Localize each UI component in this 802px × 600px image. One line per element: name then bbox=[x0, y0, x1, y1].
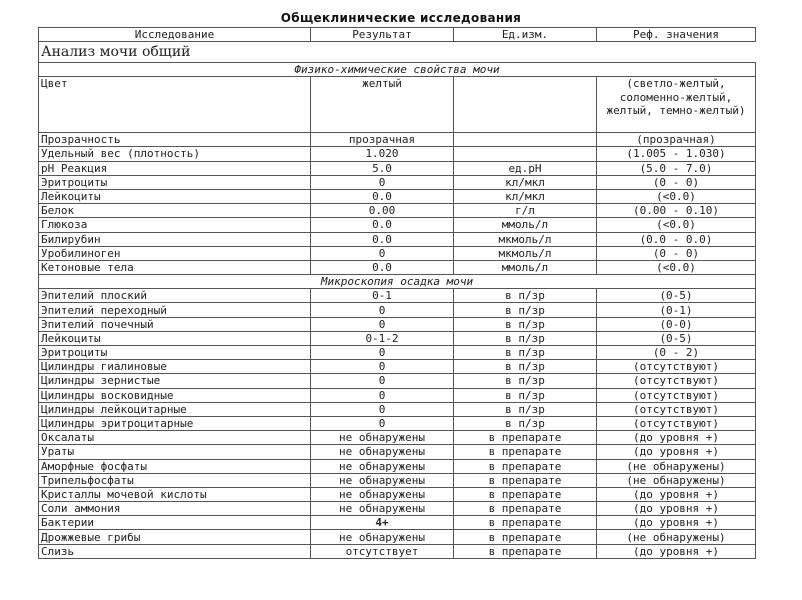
cell-name: Аморфные фосфаты bbox=[39, 459, 311, 473]
cell-ref: (отсутствуют) bbox=[597, 402, 756, 416]
cell-name: Лейкоциты bbox=[39, 189, 311, 203]
cell-name: Кристаллы мочевой кислоты bbox=[39, 487, 311, 501]
cell-unit: ммоль/л bbox=[454, 218, 597, 232]
cell-result: не обнаружены bbox=[311, 502, 454, 516]
cell-unit: ммоль/л bbox=[454, 260, 597, 274]
cell-result: не обнаружены bbox=[311, 445, 454, 459]
table-row bbox=[39, 374, 756, 388]
cell-result: не обнаружены bbox=[311, 459, 454, 473]
header-unit: Ед.изм. bbox=[454, 28, 597, 42]
cell-name: pH Реакция bbox=[39, 161, 311, 175]
cell-result: не обнаружены bbox=[311, 487, 454, 501]
cell-name: Цилиндры эритроцитарные bbox=[39, 416, 311, 430]
cell-result: 0.00 bbox=[311, 204, 454, 218]
cell-unit: в препарате bbox=[454, 530, 597, 544]
table-row bbox=[39, 346, 756, 360]
cell-unit: кл/мкл bbox=[454, 189, 597, 203]
table-row bbox=[39, 133, 756, 147]
cell-ref: (0-0) bbox=[597, 317, 756, 331]
cell-unit: мкмоль/л bbox=[454, 232, 597, 246]
cell-unit: в п/зр bbox=[454, 416, 597, 430]
cell-ref: (<0.0) bbox=[597, 189, 756, 203]
analysis-title: Анализ мочи общий bbox=[39, 42, 311, 63]
section-micro-row bbox=[39, 275, 756, 289]
table-row bbox=[39, 516, 756, 530]
table-row bbox=[39, 260, 756, 274]
header-test: Исследование bbox=[39, 28, 311, 42]
analysis-title-filler bbox=[311, 42, 756, 63]
table-row bbox=[39, 431, 756, 445]
cell-ref: (<0.0) bbox=[597, 260, 756, 274]
cell-unit: в п/зр bbox=[454, 317, 597, 331]
cell-unit: в п/зр bbox=[454, 360, 597, 374]
section-micro: Микроскопия осадка мочи bbox=[39, 275, 756, 289]
table-row bbox=[39, 77, 756, 133]
cell-unit bbox=[454, 133, 597, 147]
cell-result: 0 bbox=[311, 303, 454, 317]
section-physchem: Физико-химические свойства мочи bbox=[39, 63, 756, 77]
cell-unit: в препарате bbox=[454, 502, 597, 516]
table-row bbox=[39, 487, 756, 501]
table-row bbox=[39, 416, 756, 430]
table-row bbox=[39, 232, 756, 246]
cell-name: Эпителий плоский bbox=[39, 289, 311, 303]
cell-result: 0.0 bbox=[311, 218, 454, 232]
cell-name: Дрожжевые грибы bbox=[39, 530, 311, 544]
cell-unit: в п/зр bbox=[454, 331, 597, 345]
cell-unit: в препарате bbox=[454, 516, 597, 530]
analysis-title-row bbox=[39, 42, 756, 63]
cell-name: Удельный вес (плотность) bbox=[39, 147, 311, 161]
header-ref: Реф. значения bbox=[597, 28, 756, 42]
table-row bbox=[39, 402, 756, 416]
cell-ref: (отсутствуют) bbox=[597, 360, 756, 374]
table-row bbox=[39, 331, 756, 345]
cell-unit: г/л bbox=[454, 204, 597, 218]
cell-ref: (0-5) bbox=[597, 289, 756, 303]
cell-ref: (отсутствуют) bbox=[597, 388, 756, 402]
table-row bbox=[39, 204, 756, 218]
cell-unit: в препарате bbox=[454, 544, 597, 558]
cell-result: 0-1 bbox=[311, 289, 454, 303]
cell-result: не обнаружены bbox=[311, 473, 454, 487]
cell-name: Цвет bbox=[39, 77, 311, 133]
cell-name: Оксалаты bbox=[39, 431, 311, 445]
table-row bbox=[39, 502, 756, 516]
table-row bbox=[39, 246, 756, 260]
cell-name: Прозрачность bbox=[39, 133, 311, 147]
cell-ref: (до уровня +) bbox=[597, 431, 756, 445]
table-row bbox=[39, 303, 756, 317]
cell-ref: (0.00 - 0.10) bbox=[597, 204, 756, 218]
cell-unit: ед.pH bbox=[454, 161, 597, 175]
cell-ref: (отсутствуют) bbox=[597, 416, 756, 430]
cell-result: 5.0 bbox=[311, 161, 454, 175]
table-row bbox=[39, 147, 756, 161]
cell-result: 0 bbox=[311, 175, 454, 189]
table-header-row bbox=[39, 28, 756, 42]
page-title: Общеклинические исследования bbox=[280, 11, 522, 25]
cell-result: 0 bbox=[311, 388, 454, 402]
cell-result: 0.0 bbox=[311, 260, 454, 274]
cell-ref: (не обнаружены) bbox=[597, 459, 756, 473]
cell-ref: (0 - 2) bbox=[597, 346, 756, 360]
cell-name: Кетоновые тела bbox=[39, 260, 311, 274]
cell-ref: (светло-желтый, соломенно-желтый, желтый, темно-желтый) bbox=[597, 77, 756, 133]
table-row bbox=[39, 289, 756, 303]
results-table bbox=[38, 27, 756, 559]
cell-unit bbox=[454, 147, 597, 161]
cell-name: Уробилиноген bbox=[39, 246, 311, 260]
cell-unit: в препарате bbox=[454, 473, 597, 487]
cell-ref: (0-1) bbox=[597, 303, 756, 317]
cell-ref: (до уровня +) bbox=[597, 502, 756, 516]
table-row bbox=[39, 445, 756, 459]
cell-result: 0.0 bbox=[311, 232, 454, 246]
cell-unit: в препарате bbox=[454, 487, 597, 501]
table-body bbox=[39, 42, 756, 559]
cell-result: 0-1-2 bbox=[311, 331, 454, 345]
table-row bbox=[39, 473, 756, 487]
cell-ref: (до уровня +) bbox=[597, 487, 756, 501]
cell-name: Бактерии bbox=[39, 516, 311, 530]
table-row bbox=[39, 175, 756, 189]
cell-result: 0.0 bbox=[311, 189, 454, 203]
cell-name: Глюкоза bbox=[39, 218, 311, 232]
cell-name: Цилиндры восковидные bbox=[39, 388, 311, 402]
table-row bbox=[39, 189, 756, 203]
cell-name: Белок bbox=[39, 204, 311, 218]
cell-result: не обнаружены bbox=[311, 431, 454, 445]
cell-name: Ураты bbox=[39, 445, 311, 459]
cell-result: 0 bbox=[311, 374, 454, 388]
table-row bbox=[39, 388, 756, 402]
cell-ref: (до уровня +) bbox=[597, 516, 756, 530]
cell-result: не обнаружены bbox=[311, 530, 454, 544]
cell-result: 0 bbox=[311, 402, 454, 416]
cell-name: Соли аммония bbox=[39, 502, 311, 516]
cell-name: Билирубин bbox=[39, 232, 311, 246]
cell-ref: (0 - 0) bbox=[597, 175, 756, 189]
cell-name: Лейкоциты bbox=[39, 331, 311, 345]
cell-unit: в п/зр bbox=[454, 374, 597, 388]
cell-ref: (до уровня +) bbox=[597, 445, 756, 459]
cell-result: 0 bbox=[311, 416, 454, 430]
cell-name: Эритроциты bbox=[39, 346, 311, 360]
table-row bbox=[39, 317, 756, 331]
section-physchem-row bbox=[39, 63, 756, 77]
cell-unit bbox=[454, 77, 597, 133]
cell-unit: в п/зр bbox=[454, 289, 597, 303]
table-row bbox=[39, 161, 756, 175]
table-row bbox=[39, 544, 756, 558]
cell-ref: (не обнаружены) bbox=[597, 530, 756, 544]
header-result: Результат bbox=[311, 28, 454, 42]
cell-result: 0 bbox=[311, 317, 454, 331]
cell-result: 1.020 bbox=[311, 147, 454, 161]
cell-result: 0 bbox=[311, 346, 454, 360]
cell-unit: мкмоль/л bbox=[454, 246, 597, 260]
cell-ref: (отсутствуют) bbox=[597, 374, 756, 388]
table-row bbox=[39, 459, 756, 473]
cell-ref: (0-5) bbox=[597, 331, 756, 345]
cell-result: 0 bbox=[311, 246, 454, 260]
cell-name: Цилиндры лейкоцитарные bbox=[39, 402, 311, 416]
cell-unit: в препарате bbox=[454, 445, 597, 459]
cell-ref: (5.0 - 7.0) bbox=[597, 161, 756, 175]
table-row bbox=[39, 360, 756, 374]
cell-name: Цилиндры зернистые bbox=[39, 374, 311, 388]
cell-unit: в п/зр bbox=[454, 303, 597, 317]
cell-name: Слизь bbox=[39, 544, 311, 558]
cell-ref: (прозрачная) bbox=[597, 133, 756, 147]
cell-name: Эпителий переходный bbox=[39, 303, 311, 317]
cell-unit: в п/зр bbox=[454, 402, 597, 416]
cell-ref: (1.005 - 1.030) bbox=[597, 147, 756, 161]
cell-result: желтый bbox=[311, 77, 454, 133]
cell-result: 4+ bbox=[311, 516, 454, 530]
table-row bbox=[39, 530, 756, 544]
cell-name: Цилиндры гиалиновые bbox=[39, 360, 311, 374]
cell-unit: в п/зр bbox=[454, 346, 597, 360]
cell-unit: в препарате bbox=[454, 431, 597, 445]
table-row bbox=[39, 218, 756, 232]
cell-result: прозрачная bbox=[311, 133, 454, 147]
cell-unit: в п/зр bbox=[454, 388, 597, 402]
cell-name: Трипельфосфаты bbox=[39, 473, 311, 487]
cell-result: отсутствует bbox=[311, 544, 454, 558]
cell-ref: (не обнаружены) bbox=[597, 473, 756, 487]
cell-ref: (до уровня +) bbox=[597, 544, 756, 558]
cell-unit: кл/мкл bbox=[454, 175, 597, 189]
cell-unit: в препарате bbox=[454, 459, 597, 473]
cell-name: Эритроциты bbox=[39, 175, 311, 189]
cell-name: Эпителий почечный bbox=[39, 317, 311, 331]
cell-ref: (<0.0) bbox=[597, 218, 756, 232]
cell-ref: (0 - 0) bbox=[597, 246, 756, 260]
cell-ref: (0.0 - 0.0) bbox=[597, 232, 756, 246]
cell-result: 0 bbox=[311, 360, 454, 374]
